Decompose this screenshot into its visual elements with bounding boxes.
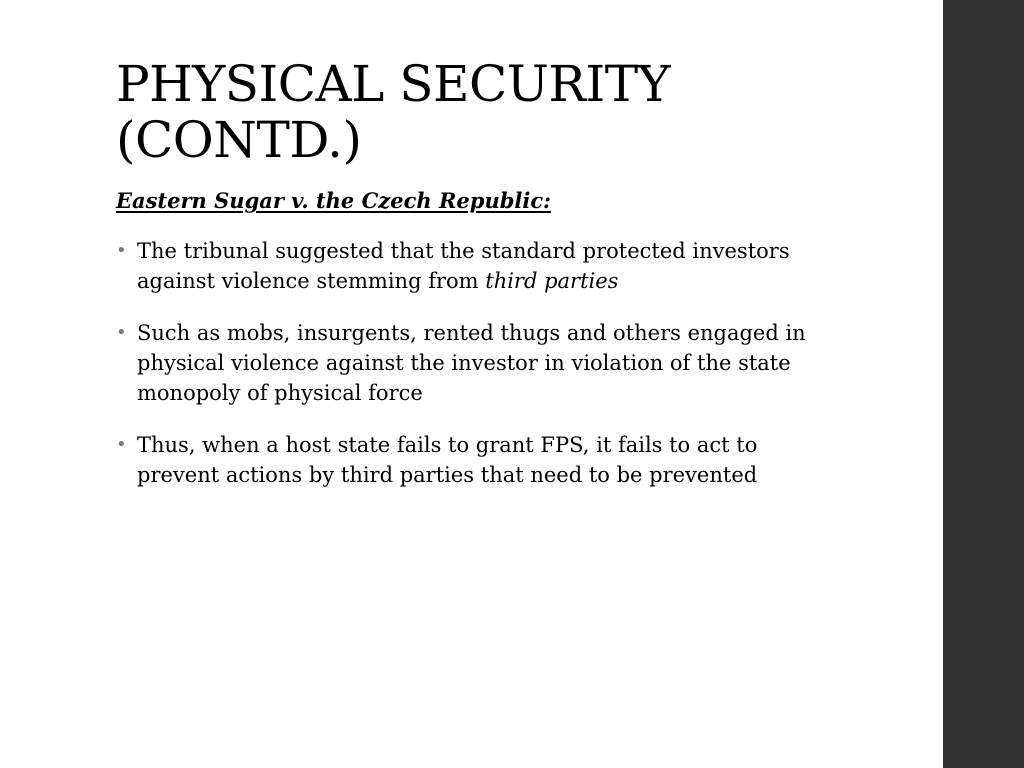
bullet-icon: •	[116, 322, 127, 343]
bullet-icon: •	[116, 434, 127, 455]
side-bar	[943, 0, 1024, 768]
bullet-item	[116, 318, 816, 408]
bullet-text: Such as mobs, insurgents, rented thugs and others engaged in physical violence against the investor in violation of the state monopoly of physical force	[137, 321, 806, 405]
slide-content	[116, 56, 816, 512]
bullet-text: Thus, when a host state fails to grant FPS, it fails to act to prevent actions by third parties that need to be prevented	[137, 433, 758, 487]
slide-title	[116, 56, 816, 168]
case-subtitle: Eastern Sugar v. the Czech Republic:	[116, 188, 551, 213]
title-line-1: PHYSICAL SECURITY	[116, 55, 671, 113]
bullet-text: The tribunal suggested that the standard protected investors against violence stemming from	[137, 239, 790, 293]
bullet-list	[116, 236, 816, 490]
title-line-2: (CONTD.)	[116, 111, 362, 169]
bullet-emphasis: third parties	[485, 269, 619, 293]
bullet-item	[116, 430, 816, 490]
bullet-icon: •	[116, 240, 127, 261]
bullet-item	[116, 236, 816, 296]
